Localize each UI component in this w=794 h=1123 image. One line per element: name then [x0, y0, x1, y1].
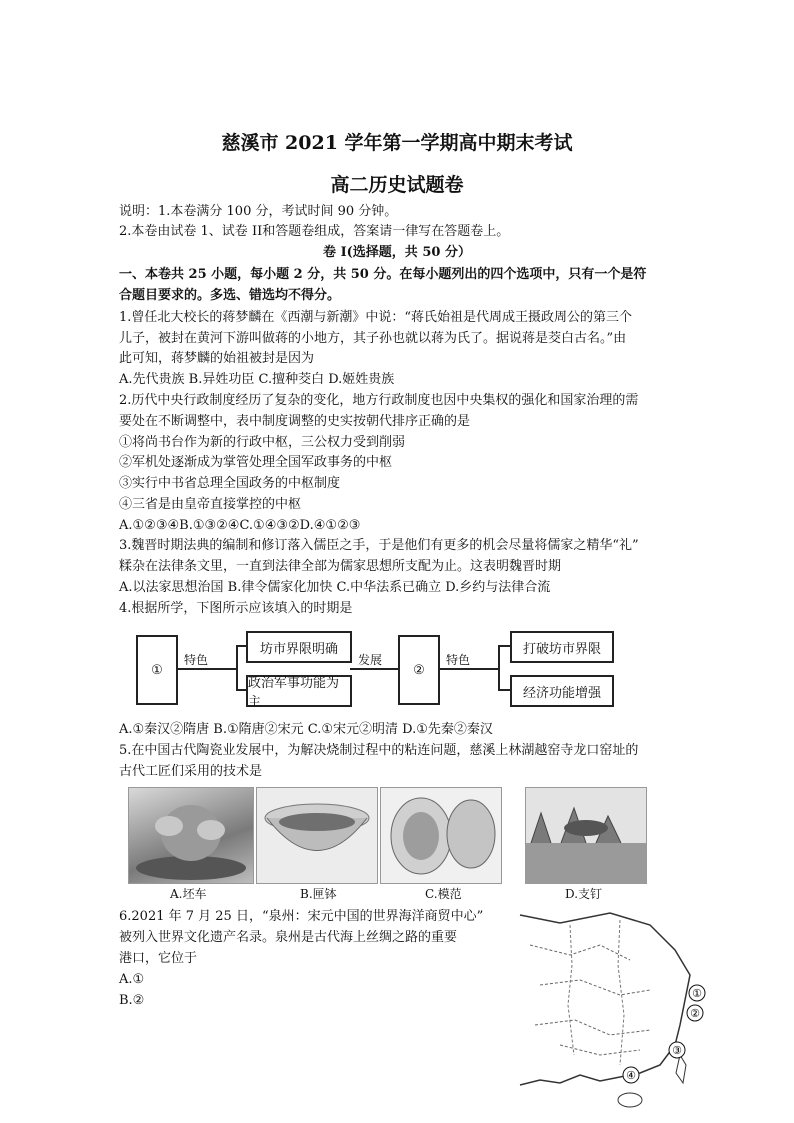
pottery-wheel-photo — [128, 787, 254, 884]
question-6-stem: 6.2021 年 7 月 25 日，“泉州：宋元中国的世界海洋商贸中心” — [119, 909, 484, 924]
diagram-label-develop: 发展 — [358, 653, 383, 667]
diagram-connector — [236, 645, 246, 647]
map-mark-3: ③ — [672, 1044, 682, 1057]
question-6-option-b: B.② — [119, 993, 145, 1008]
map-mark-4: ④ — [626, 1069, 636, 1082]
mold-photo — [380, 787, 502, 884]
section-title: 卷 I(选择题，共 50 分） — [323, 245, 471, 260]
question-2-options: A.①②③④B.①③②④C.①④③②D.④①②③ — [119, 518, 361, 533]
diagram-connector — [438, 668, 498, 670]
instruction-line: 合题目要求的。多选、错选均不得分。 — [119, 288, 341, 303]
question-5-stem: 5.在中国古代陶瓷业发展中，为解决烧制过程中的粘连问题，慈溪上林湖越窑寺龙口窑址的 — [119, 743, 639, 758]
question-5-stem: 古代工匠们采用的技术是 — [119, 764, 263, 779]
question-3-stem: 3.魏晋时期法典的编制和修订落入儒臣之手，于是他们有更多的机会尽量将儒家之精华“礼” — [119, 538, 639, 553]
diagram-connector — [176, 668, 236, 670]
diagram-box-b-bottom: 经济功能增强 — [510, 675, 614, 707]
photo-caption-d: D.支钉 — [565, 887, 603, 901]
diagram-label-feature-1: 特色 — [184, 653, 209, 667]
china-coast-map — [500, 905, 710, 1115]
diagram-connector — [498, 645, 510, 647]
diagram-box-2: ② — [398, 635, 440, 705]
diagram-connector — [236, 645, 238, 691]
city-development-diagram — [116, 625, 675, 717]
diagram-box-a-bottom: 政治军事功能为主 — [246, 675, 352, 707]
question-2-item: ①将尚书台作为新的行政中枢，三公权力受到削弱 — [119, 435, 406, 450]
photo-caption-b: B.匣钵 — [300, 887, 337, 901]
question-2-item: ④三省是由皇帝直接掌控的中枢 — [119, 497, 302, 512]
question-2-item: ③实行中书省总理全国政务的中枢制度 — [119, 476, 341, 491]
pottery-wheel-illustration — [129, 788, 253, 883]
kiln-support-illustration — [526, 788, 646, 883]
question-1-stem: 儿子，被封在黄河下游叫做蒋的小地方，其子孙也就以蒋为氏了。据说蒋是茭白古名。”由 — [119, 331, 627, 346]
diagram-connector — [498, 645, 500, 691]
question-2-item: ②军机处逐渐成为掌管处理全国军政事务的中枢 — [119, 455, 393, 470]
question-4-stem: 4.根据所学，下图所示应该填入的时期是 — [119, 601, 353, 616]
instruction-line: 一、本卷共 25 小题，每小题 2 分，共 50 分。在每小题列出的四个选项中，只有一个是符 — [119, 267, 647, 282]
diagram-connector — [498, 689, 510, 691]
map-mark-2: ② — [690, 1007, 700, 1020]
question-6-option-a: A.① — [119, 972, 145, 987]
diagram-label-feature-2: 特色 — [446, 653, 471, 667]
map-mark-1: ① — [692, 987, 702, 1000]
question-4-options: A.①秦汉②隋唐 B.①隋唐②宋元 C.①宋元②明清 D.①先秦②秦汉 — [119, 722, 493, 737]
diagram-box-b-top: 打破坊市界限 — [510, 631, 614, 663]
note-line: 2.本卷由试卷 1、试卷 II和答题卷组成，答案请一律写在答题卷上。 — [119, 224, 510, 239]
kiln-support-photo — [525, 787, 647, 884]
question-1-options: A.先代贵族 B.异姓功臣 C.擅种茭白 D.姬姓贵族 — [119, 372, 395, 387]
diagram-arrow — [350, 668, 398, 670]
exam-title: 慈溪市 2021 学年第一学期高中期末考试 — [221, 132, 573, 154]
photo-caption-c: C.模范 — [425, 887, 462, 901]
question-6-stem: 港口，它位于 — [119, 951, 198, 966]
exam-subtitle: 高二历史试题卷 — [330, 174, 464, 196]
diagram-box-1: ① — [136, 635, 178, 705]
question-2-stem: 要处在不断调整中，表中制度调整的史实按朝代排序正确的是 — [119, 414, 471, 429]
saggar-illustration — [257, 788, 377, 883]
diagram-box-a-top: 坊市界限明确 — [246, 631, 352, 663]
question-2-stem: 2.历代中央行政制度经历了复杂的变化，地方行政制度也因中央集权的强化和国家治理的需 — [119, 393, 639, 408]
question-1-stem: 1.曾任北大校长的蒋梦麟在《西潮与新潮》中说：“蒋氏始祖是代周成王摄政周公的第三个 — [119, 310, 633, 325]
saggar-photo — [256, 787, 378, 884]
photo-caption-a: A.坯车 — [170, 887, 207, 901]
question-1-stem: 此可知，蒋梦麟的始祖被封是因为 — [119, 351, 315, 366]
question-3-options: A.以法家思想治国 B.律令儒家化加快 C.中华法系已确立 D.乡约与法律合流 — [119, 580, 551, 595]
question-6-stem: 被列入世界文化遗产名录。泉州是古代海上丝绸之路的重要 — [119, 930, 458, 945]
china-coast-map-drawing — [500, 905, 710, 1115]
question-3-stem: 糅杂在法律条文里，一直到法律全部为儒家思想所支配为止。这表明魏晋时期 — [119, 559, 562, 574]
diagram-connector — [236, 689, 246, 691]
mold-illustration — [381, 788, 501, 883]
note-line: 说明：1.本卷满分 100 分，考试时间 90 分钟。 — [119, 204, 398, 219]
